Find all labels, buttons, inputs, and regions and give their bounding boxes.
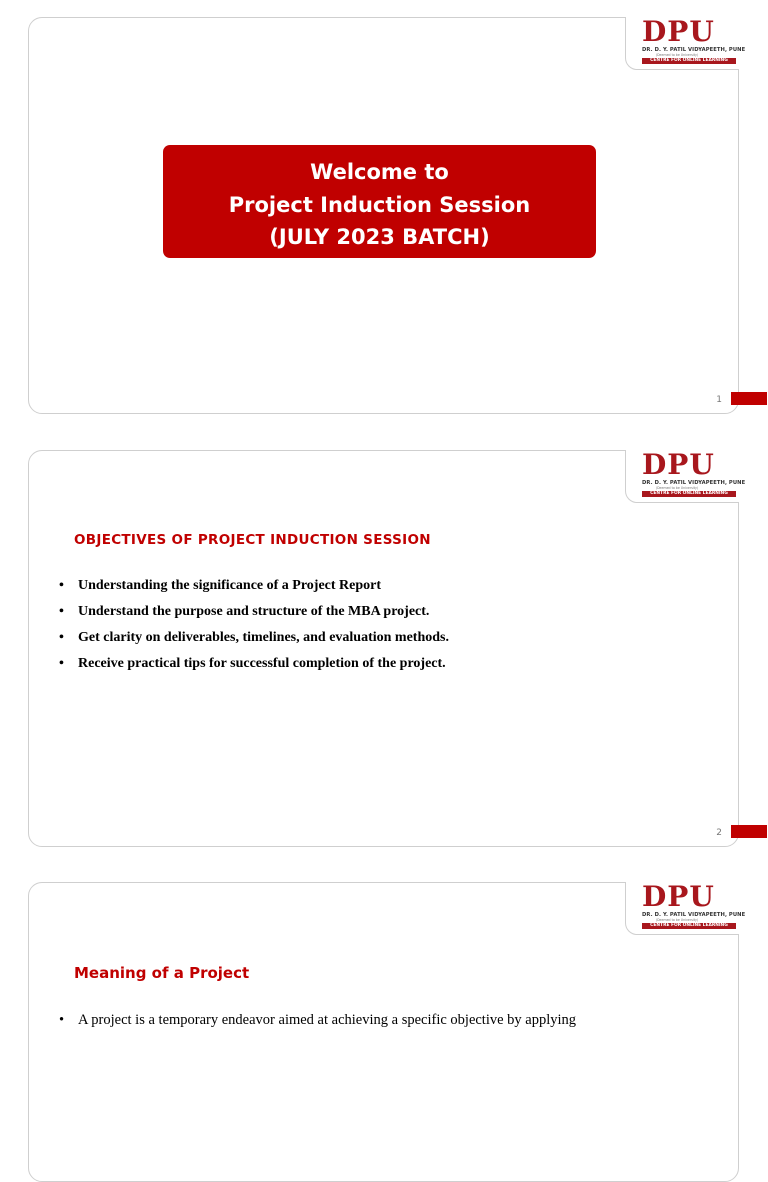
logo-tiny-text: (Deemed to be University) <box>655 918 699 922</box>
logo-sub-text: DR. D. Y. PATIL VIDYAPEETH, PUNE <box>642 480 746 486</box>
title-line-3: (JULY 2023 BATCH) <box>269 225 490 249</box>
logo-tiny-text: (Deemed to be University) <box>655 486 699 490</box>
meaning-heading: Meaning of a Project <box>74 964 250 982</box>
logo-tab <box>625 880 746 935</box>
dpu-logo <box>642 448 746 497</box>
list-item: • Understanding the significance of a Project Report <box>59 576 449 602</box>
logo-main-text: DPU <box>642 15 715 48</box>
list-item: • Receive practical tips for successful completion of the project. <box>59 654 449 680</box>
logo-bar-text: CENTRE FOR ONLINE LEARNING <box>642 491 736 497</box>
logo-bar-text: CENTRE FOR ONLINE LEARNING <box>642 923 736 929</box>
title-line-2: Project Induction Session <box>228 192 531 217</box>
logo-bar-text: CENTRE FOR ONLINE LEARNING <box>642 58 736 64</box>
dpu-logo <box>642 15 746 64</box>
page-number: 1 <box>716 395 722 405</box>
logo-tab <box>625 448 746 503</box>
slide-2 <box>28 448 746 847</box>
title-line-1: Welcome to <box>310 160 449 184</box>
list-item: • Understand the purpose and structure of the MBA project. <box>59 602 449 628</box>
objectives-list <box>59 576 449 680</box>
meaning-list <box>59 1010 576 1036</box>
page-number: 2 <box>716 828 722 838</box>
list-item: • Get clarity on deliverables, timelines, and evaluation methods. <box>59 628 449 654</box>
dpu-logo <box>642 880 746 929</box>
page-flag <box>731 825 767 838</box>
slide-1 <box>28 15 746 414</box>
slide-3 <box>28 880 746 1182</box>
objectives-heading: OBJECTIVES OF PROJECT INDUCTION SESSION <box>74 532 431 548</box>
page-flag <box>731 392 767 405</box>
logo-tiny-text: (Deemed to be University) <box>655 53 699 57</box>
logo-tab <box>625 15 746 70</box>
welcome-title-box <box>163 145 596 258</box>
list-item: • A project is a temporary endeavor aimed at achieving a specific objective by applying <box>59 1010 576 1036</box>
logo-sub-text: DR. D. Y. PATIL VIDYAPEETH, PUNE <box>642 47 746 53</box>
logo-main-text: DPU <box>642 448 715 481</box>
logo-main-text: DPU <box>642 880 715 913</box>
logo-sub-text: DR. D. Y. PATIL VIDYAPEETH, PUNE <box>642 912 746 918</box>
